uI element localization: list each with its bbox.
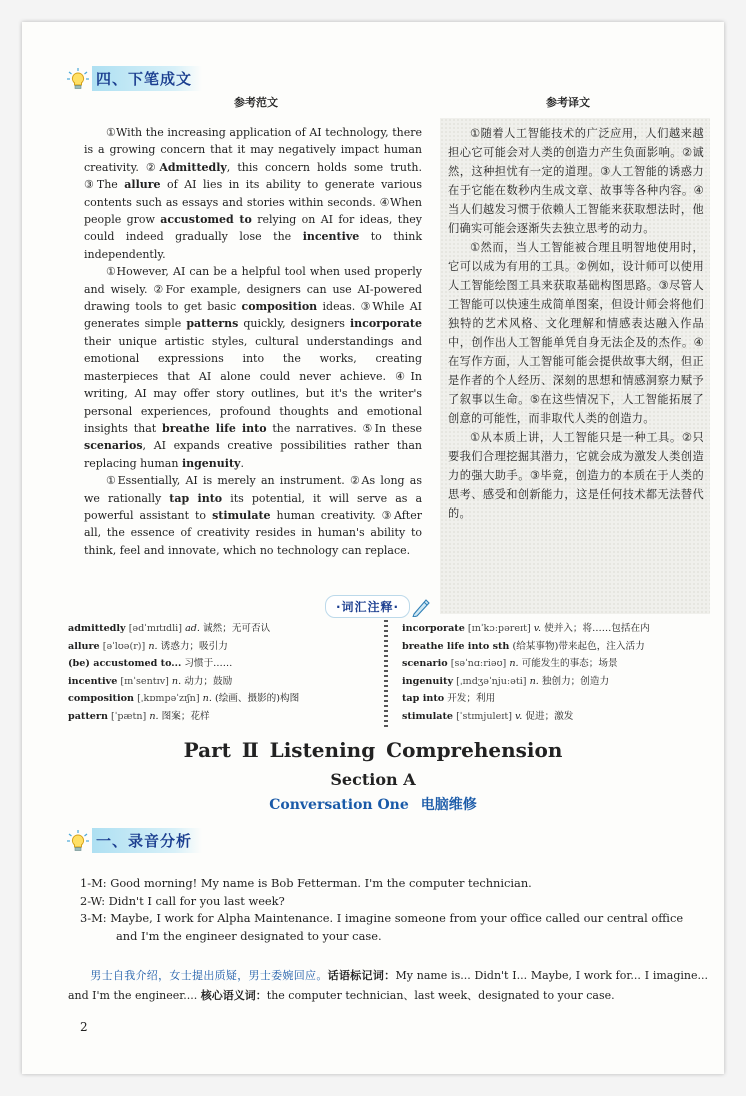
- text-run: of AI lies in its ability to generate various contents such as essays and stories within seconds. ④When people grow: [84, 178, 422, 227]
- vocab-entry: composition [ˌkɒmpəˈzɪʃn] n. (绘画、摄影的)构图: [68, 693, 300, 705]
- translation-title: 参考译文: [546, 96, 590, 109]
- dialog-line: 1-M: Good morning! My name is Bob Fetterman. I'm the computer technician.: [80, 876, 532, 890]
- analysis-summary: 男士自我介绍，女士提出质疑，男士委婉回应。: [90, 969, 328, 982]
- vocab-entry: breathe life into sth (给某事物)带来起色，注入活力: [402, 640, 645, 652]
- model-essay: [84, 124, 422, 559]
- essay-title: 参考范文: [234, 96, 278, 109]
- keyword: ingenuity: [181, 456, 241, 470]
- vocab-entry: admittedly [ədˈmɪtɪdli] ad. 诚然；无可否认: [68, 623, 271, 634]
- vocab-banner: [325, 595, 432, 617]
- keyword: composition: [241, 300, 318, 314]
- text-run: .: [240, 456, 244, 470]
- vocab-entry: tap into 开发；利用: [402, 693, 496, 705]
- core-words-label: 核心语义词：: [200, 989, 267, 1002]
- text-run: the narratives. ⑤In these: [266, 421, 423, 435]
- text-run: quickly, designers: [238, 317, 350, 331]
- vocab-divider: [384, 620, 388, 730]
- discourse-markers: My name is... Didn't I... Maybe, I work for... I imagine... and I'm the engineer....: [68, 969, 709, 1002]
- dialog-line: 3-M: Maybe, I work for Alpha Maintenance. I imagine someone from your office called our central office and I'm the engineer designated to your case.: [80, 911, 684, 943]
- text-run: ideas. ③While AI generates simple: [84, 300, 422, 331]
- text-run: its potential, it will serve as a powerful assistant to: [84, 491, 422, 522]
- vocab-entry: scenario [səˈnɑːriəʊ] n. 可能发生的事态；场景: [402, 658, 618, 670]
- text-run: to think independently.: [84, 230, 423, 261]
- vocab-entry: stimulate [ˈstɪmjuleɪt] v. 促进；激发: [402, 710, 574, 722]
- part-title: Part Ⅱ Listening Comprehension: [183, 738, 563, 762]
- translation-paragraph-1: ①随着人工智能技术的广泛应用，人们越来越担心它可能会对人类的创造力产生负面影响。②诚然，这种担忧有一定的道理。③人工智能的诱惑力在于它能在数秒内生成文章、故事等各种内容。④当人们越发习惯于依赖人工智能来获取想法时，他们确实可能会逐渐失去独立思考的动力。: [448, 127, 704, 235]
- lightbulb-icon: [66, 829, 90, 853]
- keyword: scenarios: [84, 439, 143, 453]
- keyword: stimulate: [212, 508, 271, 522]
- essay-paragraph-1: [84, 124, 422, 263]
- section-header-analysis: [66, 828, 202, 853]
- core-words: the computer technician、last week、designated to your case.: [266, 989, 615, 1002]
- recording-analysis: [68, 966, 708, 1006]
- section-title: 一、录音分析: [92, 828, 202, 853]
- conversation-title-cn: 电脑维修: [420, 797, 477, 813]
- keyword: allure: [124, 178, 161, 192]
- pen-icon: [410, 595, 432, 617]
- vocab-label: ·词汇注释·: [325, 595, 410, 618]
- section-title: 四、下笔成文: [92, 66, 202, 91]
- vocab-entry: incentive [ɪnˈsentɪv] n. 动力；鼓励: [68, 675, 233, 687]
- text-run: , this concern holds some truth. ③The: [84, 160, 422, 192]
- conversation-title: [22, 794, 724, 814]
- keyword: Admittedly: [159, 160, 227, 174]
- book-page: [22, 22, 724, 1074]
- keyword: patterns: [186, 317, 239, 331]
- keyword: incentive: [302, 230, 360, 244]
- text-run: their unique artistic styles, cultural understandings and emotional expressions into the works, creating masterpieces that AI alone could never achieve. ④In writing, AI may offer story outlines, but it's the writer's personal experiences, profound thoughts and emotional insights that: [84, 334, 422, 435]
- translation: [448, 124, 704, 523]
- dialog-transcript: [80, 875, 700, 945]
- vocab-entry: allure [əˈlʊə(r)] n. 诱惑力；吸引力: [68, 640, 228, 652]
- essay-paragraph-2: [84, 263, 422, 472]
- vocab-list-right: [402, 620, 714, 726]
- vocab-entry: incorporate [ɪnˈkɔːpəreɪt] v. 使并入；将……包括在内: [402, 623, 650, 634]
- text-run: ①With the increasing application of AI technology, there is a growing concern that it may negatively impact human creativity. ②: [84, 126, 422, 174]
- lightbulb-icon: [66, 67, 90, 91]
- text-run: ①However, AI can be a helpful tool when used properly and wisely. ②For example, designers can use AI-powered drawing tools to get basic: [84, 265, 422, 314]
- vocab-list-left: [68, 620, 378, 726]
- vocab-entry: pattern [ˈpætn] n. 图案；花样: [68, 710, 210, 722]
- dialog-line: 2-W: Didn't I call for you last week?: [80, 893, 285, 908]
- text-run: , AI expands creative possibilities rather than replacing human: [84, 439, 422, 470]
- section-header-writing: [66, 66, 202, 91]
- vocab-entry: (be) accustomed to... 习惯于……: [68, 658, 233, 670]
- essay-paragraph-3: [84, 472, 422, 559]
- text-run: ①Essentially, AI is merely an instrument. ②As long as we rationally: [84, 474, 422, 505]
- page-number: 2: [80, 1020, 88, 1034]
- keyword: accustomed to: [160, 213, 252, 227]
- keyword: incorporate: [349, 317, 422, 331]
- keyword: breathe life into: [162, 421, 267, 435]
- translation-paragraph-3: ①从本质上讲，人工智能只是一种工具。②只要我们合理挖掘其潜力，它就会成为激发人类创造力的强大助手。③毕竟，创造力的本质在于人类的思考、感受和创新能力，这是任何技术都无法替代的。: [448, 431, 704, 520]
- conversation-title-en: Conversation One: [269, 797, 409, 813]
- text-run: human creativity. ③After all, the essence of creativity resides in human's ability to think, feel and innovate, which no technology can replace.: [84, 508, 422, 557]
- translation-paragraph-2: ①然而，当人工智能被合理且明智地使用时，它可以成为有用的工具。②例如，设计师可以使用人工智能绘图工具来获取基础构图思路。③尽管人工智能可以快速生成简单图案，但设计师会将他们独特的艺术风格、文化理解和情感表达融入作品中，创作出人工智能单凭自身无法企及的杰作。④在写作方面，人工智能可能会提供故事大纲，但正是作者的个人经历、深刻的思想和情感洞察力赋予了叙事以生命。⑤在这些情况下，人工智能拓展了创意的可能性，而非取代人类的创造力。: [448, 241, 704, 425]
- vocab-entry: ingenuity [ˌɪndʒəˈnjuːəti] n. 独创力；创造力: [402, 675, 610, 687]
- discourse-marker-label: 话语标记词：: [327, 969, 396, 982]
- text-run: relying on AI for ideas, they could indeed gradually lose the: [84, 213, 422, 244]
- keyword: tap into: [169, 491, 223, 505]
- section-title-a: Section A: [330, 770, 416, 789]
